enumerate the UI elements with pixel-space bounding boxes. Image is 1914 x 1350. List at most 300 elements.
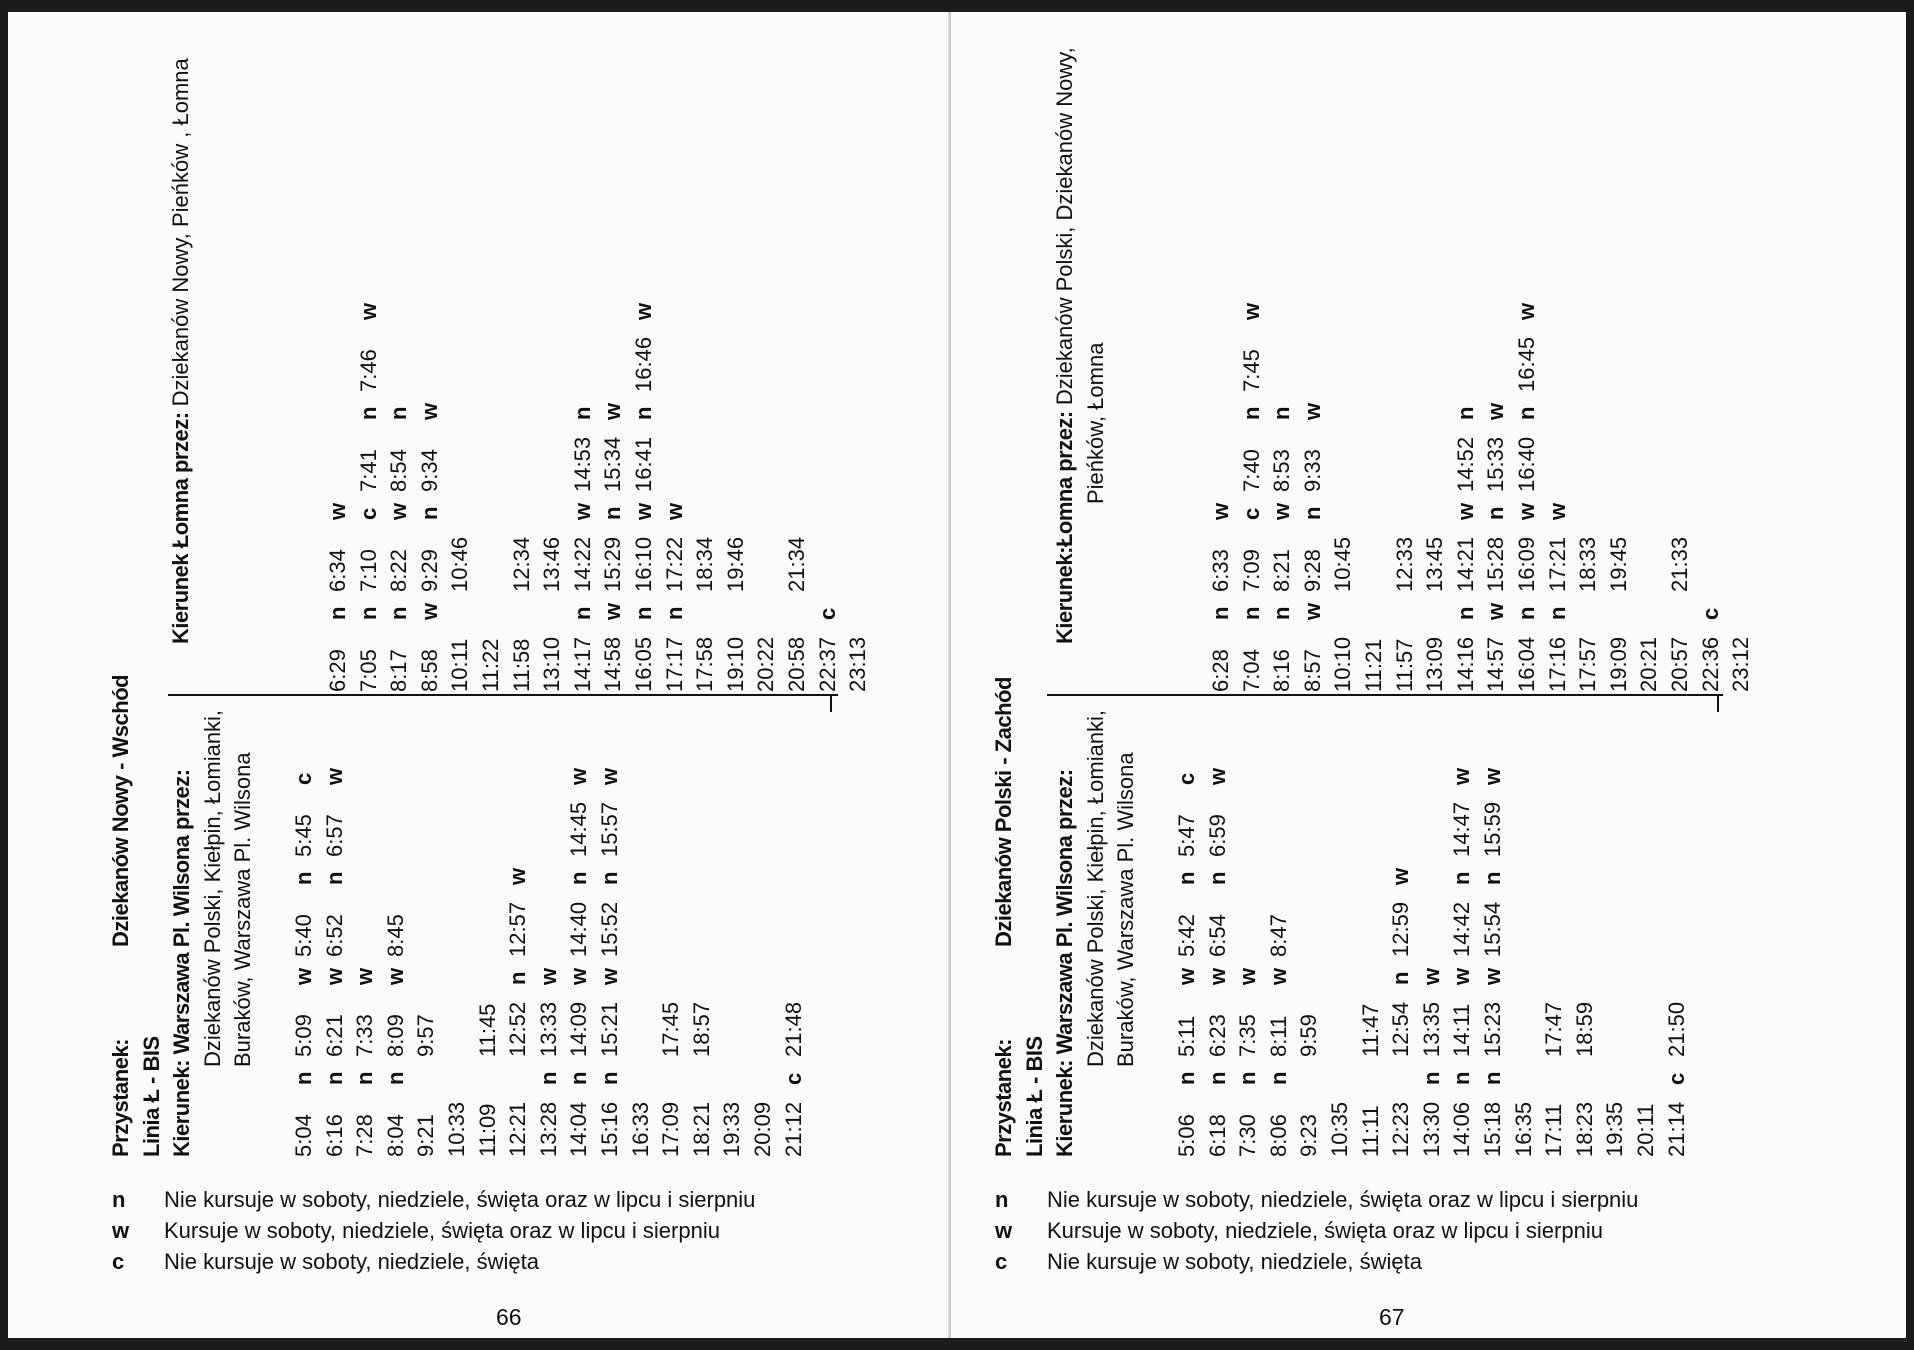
legend-item xyxy=(108,1246,755,1277)
timetable-row xyxy=(503,757,534,1157)
departure-time: 7:33 xyxy=(352,1014,378,1057)
departure-time: 12:34 xyxy=(508,536,534,592)
page-number: 66 xyxy=(496,1304,522,1330)
departure-mark: n xyxy=(600,506,626,520)
departure-time: 14:40 xyxy=(566,901,592,957)
timetable-row xyxy=(1264,757,1295,1157)
departure-mark: n xyxy=(1449,871,1475,885)
departure-time: 15:33 xyxy=(1483,436,1509,492)
departure-time: 5:09 xyxy=(291,1014,316,1057)
departure-time: 18:21 xyxy=(688,1101,714,1157)
departure-time: 11:22 xyxy=(477,638,503,692)
departure-time: 15:21 xyxy=(596,1001,622,1057)
legend-text: Kursuje w soboty, niedziele, święta oraz w lipcu i sierpniu xyxy=(1047,1218,1603,1243)
departure-time: 8:58 xyxy=(416,649,442,692)
departure-time: 9:59 xyxy=(1296,1014,1322,1057)
departure-mark: n xyxy=(630,606,656,620)
departure-time: 17:47 xyxy=(1541,1001,1567,1057)
legend-text: Nie kursuje w soboty, niedziele, święta oraz w lipcu i sierpniu xyxy=(164,1187,756,1212)
direction-2-via: Dziekanów Nowy, Pieńków , Łomna xyxy=(168,58,193,413)
departure-mark: n xyxy=(355,406,381,420)
departure-time: 21:48 xyxy=(780,1001,806,1057)
departure-time: 6:16 xyxy=(321,1114,347,1157)
departure-time: 8:57 xyxy=(1299,649,1325,692)
departure-time: 5:47 xyxy=(1174,814,1199,857)
timetable-row xyxy=(779,757,810,1157)
departure-time: 17:17 xyxy=(661,636,687,692)
departure-time: 14:21 xyxy=(1452,536,1478,592)
departure-time: 8:04 xyxy=(382,1114,408,1157)
direction-2-label: Kierunek:Łomna przez: xyxy=(1052,411,1077,644)
departure-mark: n xyxy=(1452,406,1478,420)
direction-via-1: Dziekanów Polski, Kiełpin, Łomianki, xyxy=(199,709,225,1067)
departure-time: 12:57 xyxy=(505,901,531,957)
legend-text: Nie kursuje w soboty, niedziele, święta xyxy=(1047,1249,1422,1274)
departure-time: 13:35 xyxy=(1418,1001,1444,1057)
departure-mark: w xyxy=(1238,302,1264,320)
departure-time: 7:41 xyxy=(355,449,381,492)
line-name: Linia Ł - BIS xyxy=(138,1036,164,1157)
departure-time: 6:23 xyxy=(1204,1014,1230,1057)
departure-mark: n xyxy=(321,1071,347,1085)
departure-mark: w xyxy=(1235,967,1261,985)
departure-time: 20:58 xyxy=(783,636,809,692)
departure-time: 16:41 xyxy=(630,436,656,492)
departure-time: 20:57 xyxy=(1666,636,1692,692)
timetable-row xyxy=(1600,757,1631,1157)
departure-time: 9:28 xyxy=(1299,549,1325,592)
departure-mark: n xyxy=(291,1071,316,1085)
departure-mark: n xyxy=(386,406,412,420)
departure-mark: w xyxy=(600,602,626,620)
departure-time: 6:33 xyxy=(1208,549,1233,592)
departure-time: 7:45 xyxy=(1238,349,1264,392)
timetable-row xyxy=(1359,292,1390,692)
timetable-direction-1 xyxy=(289,757,809,1157)
departure-mark: w xyxy=(1479,767,1505,785)
departure-time: 7:46 xyxy=(355,349,381,392)
timetable-row xyxy=(1447,757,1478,1157)
timetable-row xyxy=(626,757,657,1157)
departure-time: 16:46 xyxy=(630,336,656,392)
line-name: Linia Ł - BIS xyxy=(1021,1036,1047,1157)
departure-mark: n xyxy=(1204,1071,1230,1085)
legend-item xyxy=(991,1215,1638,1246)
departure-mark: w xyxy=(1418,967,1444,985)
departure-time: 21:50 xyxy=(1663,1001,1689,1057)
departure-mark: c xyxy=(355,507,381,520)
timetable-row xyxy=(1481,292,1512,692)
departure-mark: w xyxy=(1299,402,1325,420)
departure-time: 7:05 xyxy=(355,649,381,692)
departure-time: 11:11 xyxy=(1357,1105,1383,1157)
direction-2-via: Dziekanów Polski, Dziekanów Nowy, xyxy=(1052,47,1077,412)
departure-mark: c xyxy=(291,772,316,785)
header-block xyxy=(106,675,259,1157)
departure-mark: w xyxy=(291,967,316,985)
departure-time: 5:11 xyxy=(1174,1015,1199,1057)
departure-time: 15:54 xyxy=(1479,901,1505,957)
departure-mark: n xyxy=(566,1071,592,1085)
departure-mark: n xyxy=(321,871,347,885)
timetable-row xyxy=(598,292,629,692)
timetable-row xyxy=(384,292,415,692)
stop-label: Przystanek: xyxy=(991,1038,1016,1157)
departure-mark: c xyxy=(1697,607,1723,620)
stop-label: Przystanek: xyxy=(108,1038,133,1157)
departure-time: 17:16 xyxy=(1544,636,1570,692)
legend-item xyxy=(991,1246,1638,1277)
departure-time: 10:10 xyxy=(1330,636,1356,692)
timetable-row xyxy=(289,757,320,1157)
departure-time: 21:34 xyxy=(783,536,809,592)
departure-time: 7:35 xyxy=(1235,1014,1261,1057)
departure-time: 6:29 xyxy=(325,649,350,692)
direction-via-1: Dziekanów Polski, Kiełpin, Łomianki, xyxy=(1082,709,1108,1067)
departure-time: 22:37 xyxy=(814,636,840,692)
departure-time: 12:59 xyxy=(1388,901,1414,957)
departure-time: 20:11 xyxy=(1632,1103,1658,1157)
timetable-row xyxy=(1390,292,1421,692)
departure-time: 5:04 xyxy=(291,1114,316,1157)
timetable-row xyxy=(1233,757,1264,1157)
departure-time: 8:54 xyxy=(386,449,412,492)
departure-mark: w xyxy=(1483,602,1509,620)
departure-mark: n xyxy=(1299,506,1325,520)
legend-text: Nie kursuje w soboty, niedziele, święta oraz w lipcu i sierpniu xyxy=(1047,1187,1639,1212)
timetable-row xyxy=(1604,292,1635,692)
timetable-row xyxy=(442,757,473,1157)
departure-time: 14:53 xyxy=(569,436,595,492)
departure-time: 7:40 xyxy=(1238,449,1264,492)
timetable-row xyxy=(721,292,752,692)
departure-time: 15:59 xyxy=(1479,801,1505,857)
departure-mark: n xyxy=(291,871,316,885)
departure-time: 7:28 xyxy=(352,1114,378,1157)
timetable-row xyxy=(1325,757,1356,1157)
departure-time: 12:21 xyxy=(505,1101,531,1157)
departure-mark: c xyxy=(814,607,840,620)
legend-key: c xyxy=(995,1249,1008,1274)
timetable-row xyxy=(320,757,351,1157)
departure-time: 16:45 xyxy=(1513,336,1539,392)
departure-mark: n xyxy=(1204,871,1230,885)
direction-2-via-2: Pieńków, Łomna xyxy=(1082,342,1108,504)
direction-label: Kierunek: Warszawa Pl. Wilsona przez: xyxy=(169,769,195,1157)
departure-mark: n xyxy=(1208,606,1233,620)
timetable-row xyxy=(507,292,538,692)
departure-time: 11:09 xyxy=(474,1103,500,1157)
legend-key: w xyxy=(995,1218,1013,1243)
departure-mark: n xyxy=(386,606,412,620)
departure-mark: w xyxy=(325,502,350,520)
departure-time: 8:16 xyxy=(1269,649,1295,692)
departure-mark: n xyxy=(1479,871,1505,885)
departure-time: 14:09 xyxy=(566,1001,592,1057)
departure-time: 6:21 xyxy=(321,1014,347,1057)
departure-time: 15:28 xyxy=(1483,536,1509,592)
departure-time: 13:10 xyxy=(539,636,565,692)
departure-mark: w xyxy=(596,967,622,985)
timetable-row xyxy=(748,757,779,1157)
departure-mark: w xyxy=(1269,502,1295,520)
departure-time: 7:30 xyxy=(1235,1114,1261,1157)
timetable-row xyxy=(1662,757,1693,1157)
departure-mark: n xyxy=(505,971,531,985)
departure-time: 19:10 xyxy=(722,636,748,692)
departure-time: 14:06 xyxy=(1449,1101,1475,1157)
departure-mark: n xyxy=(1238,606,1264,620)
timetable-row xyxy=(629,292,660,692)
departure-mark: w xyxy=(352,967,378,985)
timetable-row xyxy=(323,292,354,692)
departure-time: 5:45 xyxy=(291,814,316,857)
timetable-row xyxy=(381,757,412,1157)
departure-time: 7:04 xyxy=(1238,649,1264,692)
departure-time: 16:40 xyxy=(1513,436,1539,492)
divider-rule-tick xyxy=(1717,694,1719,712)
departure-mark: w xyxy=(355,302,381,320)
timetable-row xyxy=(1726,292,1757,692)
legend-key: w xyxy=(112,1218,130,1243)
departure-time: 14:11 xyxy=(1449,1003,1475,1057)
page-number: 67 xyxy=(1379,1304,1405,1330)
departure-time: 23:12 xyxy=(1728,636,1754,692)
timetable-row xyxy=(476,292,507,692)
departure-mark: w xyxy=(1204,967,1230,985)
departure-mark: w xyxy=(1452,502,1478,520)
stop-name: Dziekanów Polski - Zachód xyxy=(991,677,1016,947)
departure-time: 17:22 xyxy=(661,536,687,592)
departure-time: 8:45 xyxy=(382,914,408,957)
departure-time: 17:45 xyxy=(658,1001,684,1057)
timetable-row xyxy=(717,757,748,1157)
departure-time: 10:33 xyxy=(443,1101,469,1157)
departure-mark: w xyxy=(382,967,408,985)
legend-item xyxy=(991,1184,1638,1215)
direction-via-2: Buraków, Warszawa Pl. Wilsona xyxy=(230,752,256,1067)
departure-time: 9:33 xyxy=(1299,449,1325,492)
departure-time: 8:11 xyxy=(1265,1015,1291,1057)
departure-mark: n xyxy=(630,406,656,420)
departure-mark: c xyxy=(1663,1072,1689,1085)
departure-time: 5:40 xyxy=(291,914,316,957)
departure-time: 12:54 xyxy=(1388,1001,1414,1057)
departure-time: 15:29 xyxy=(600,536,626,592)
departure-time: 15:23 xyxy=(1479,1001,1505,1057)
departure-time: 6:34 xyxy=(325,549,350,592)
timetable-row xyxy=(1573,292,1604,692)
departure-mark: w xyxy=(600,402,626,420)
timetable-row xyxy=(660,292,691,692)
header-block xyxy=(989,677,1142,1157)
departure-time: 13:28 xyxy=(535,1101,561,1157)
legend-item xyxy=(108,1184,755,1215)
timetable-row xyxy=(1420,292,1451,692)
departure-time: 10:35 xyxy=(1326,1101,1352,1157)
departure-mark: w xyxy=(505,867,531,885)
departure-mark: n xyxy=(1235,1071,1261,1085)
legend xyxy=(108,1184,755,1277)
departure-time: 6:59 xyxy=(1204,814,1230,857)
timetable-row xyxy=(350,757,381,1157)
departure-mark: n xyxy=(1449,1071,1475,1085)
timetable-row xyxy=(1328,292,1359,692)
departure-time: 10:11 xyxy=(447,638,473,692)
departure-time: 8:21 xyxy=(1269,549,1295,592)
departure-time: 9:34 xyxy=(416,449,442,492)
departure-mark: w xyxy=(416,402,442,420)
departure-time: 14:45 xyxy=(566,801,592,857)
departure-time: 21:12 xyxy=(780,1101,806,1157)
timetable-row xyxy=(564,757,595,1157)
departure-time: 16:04 xyxy=(1513,636,1539,692)
departure-time: 17:09 xyxy=(658,1101,684,1157)
departure-time: 12:23 xyxy=(1388,1101,1414,1157)
departure-time: 8:22 xyxy=(386,549,412,592)
departure-mark: w xyxy=(1479,967,1505,985)
timetable-row xyxy=(656,757,687,1157)
departure-time: 16:35 xyxy=(1510,1101,1536,1157)
timetable-row xyxy=(1172,757,1203,1157)
departure-mark: n xyxy=(1174,1071,1199,1085)
legend-key: c xyxy=(112,1249,125,1274)
departure-mark: n xyxy=(1452,606,1478,620)
departure-mark: w xyxy=(630,502,656,520)
timetable-row xyxy=(843,292,874,692)
departure-mark: w xyxy=(1388,867,1414,885)
timetable-row xyxy=(687,757,718,1157)
departure-time: 8:53 xyxy=(1269,449,1295,492)
departure-mark: n xyxy=(352,1071,378,1085)
departure-time: 8:09 xyxy=(382,1014,408,1057)
departure-mark: n xyxy=(569,606,595,620)
timetable-row xyxy=(568,292,599,692)
departure-time: 14:57 xyxy=(1483,636,1509,692)
departure-time: 14:16 xyxy=(1452,636,1478,692)
timetable-row xyxy=(537,292,568,692)
timetable-row xyxy=(1298,292,1329,692)
departure-time: 14:42 xyxy=(1449,901,1475,957)
timetable-row xyxy=(1294,757,1325,1157)
timetable-row xyxy=(1237,292,1268,692)
departure-time: 14:52 xyxy=(1452,436,1478,492)
departure-mark: n xyxy=(1513,406,1539,420)
departure-time: 19:09 xyxy=(1605,636,1631,692)
departure-mark: w xyxy=(416,602,442,620)
legend-text: Kursuje w soboty, niedziele, święta oraz w lipcu i sierpniu xyxy=(164,1218,720,1243)
departure-mark: w xyxy=(1483,402,1509,420)
timetable-row xyxy=(1539,757,1570,1157)
direction-via-2: Buraków, Warszawa Pl. Wilsona xyxy=(1113,752,1139,1067)
departure-mark: w xyxy=(321,767,347,785)
departure-mark: n xyxy=(596,871,622,885)
departure-time: 14:04 xyxy=(566,1101,592,1157)
divider-rule xyxy=(1047,694,1723,696)
timetable-row xyxy=(1631,757,1662,1157)
departure-time: 11:57 xyxy=(1391,638,1417,692)
departure-mark: w xyxy=(630,302,656,320)
departure-mark: n xyxy=(416,506,442,520)
departure-time: 17:21 xyxy=(1544,536,1570,592)
departure-time: 14:22 xyxy=(569,536,595,592)
timetable-row xyxy=(1451,292,1482,692)
timetable-row xyxy=(813,292,844,692)
timetable-row xyxy=(1570,757,1601,1157)
departure-time: 17:11 xyxy=(1541,1103,1567,1157)
direction-2-label: Kierunek Łomna przez: xyxy=(168,412,193,644)
timetable-row xyxy=(415,292,446,692)
departure-time: 9:21 xyxy=(413,1114,439,1157)
departure-time: 13:33 xyxy=(535,1001,561,1057)
departure-time: 9:29 xyxy=(416,549,442,592)
departure-time: 12:52 xyxy=(505,1001,531,1057)
departure-time: 6:57 xyxy=(321,814,347,857)
departure-mark: n xyxy=(1174,871,1199,885)
departure-mark: w xyxy=(1513,502,1539,520)
timetable-row xyxy=(1356,757,1387,1157)
timetable-row xyxy=(1386,757,1417,1157)
departure-mark: w xyxy=(566,767,592,785)
departure-mark: n xyxy=(355,606,381,620)
departure-mark: w xyxy=(1449,967,1475,985)
departure-time: 14:47 xyxy=(1449,801,1475,857)
departure-time: 5:06 xyxy=(1174,1114,1199,1157)
departure-mark: w xyxy=(1204,767,1230,785)
timetable-row xyxy=(1478,757,1509,1157)
departure-time: 16:09 xyxy=(1513,536,1539,592)
direction-label: Kierunek: Warszawa Pl. Wilsona przez: xyxy=(1052,769,1078,1157)
timetable-row xyxy=(445,292,476,692)
divider-rule xyxy=(168,694,838,696)
departure-time: 11:45 xyxy=(474,1003,500,1057)
departure-time: 13:09 xyxy=(1422,636,1448,692)
departure-mark: n xyxy=(569,406,595,420)
departure-time: 7:09 xyxy=(1238,549,1264,592)
departure-time: 19:46 xyxy=(722,536,748,592)
departure-mark: w xyxy=(661,502,687,520)
departure-time: 18:23 xyxy=(1571,1101,1597,1157)
timetable-row xyxy=(1206,292,1237,692)
departure-time: 8:06 xyxy=(1265,1114,1291,1157)
departure-time: 20:09 xyxy=(749,1101,775,1157)
departure-time: 13:45 xyxy=(1422,536,1448,592)
departure-mark: w xyxy=(566,967,592,985)
departure-time: 18:33 xyxy=(1575,536,1601,592)
legend-item xyxy=(108,1215,755,1246)
direction-2-header xyxy=(1050,47,1111,644)
departure-time: 6:28 xyxy=(1208,649,1233,692)
departure-time: 9:57 xyxy=(413,1014,439,1057)
departure-mark: w xyxy=(1513,302,1539,320)
timetable-row xyxy=(1267,292,1298,692)
departure-mark: n xyxy=(535,1071,561,1085)
departure-time: 21:14 xyxy=(1663,1101,1689,1157)
departure-time: 15:52 xyxy=(596,901,622,957)
departure-mark: c xyxy=(1238,507,1264,520)
departure-time: 16:33 xyxy=(627,1101,653,1157)
departure-mark: c xyxy=(780,1072,806,1085)
departure-mark: w xyxy=(1265,967,1291,985)
departure-mark: w xyxy=(1174,967,1199,985)
departure-mark: n xyxy=(1483,506,1509,520)
stop-name: Dziekanów Nowy - Wschód xyxy=(108,674,133,947)
departure-time: 17:58 xyxy=(692,636,718,692)
departure-time: 10:45 xyxy=(1330,536,1356,592)
departure-mark: w xyxy=(1449,767,1475,785)
departure-time: 16:05 xyxy=(630,636,656,692)
departure-mark: c xyxy=(1174,772,1199,785)
